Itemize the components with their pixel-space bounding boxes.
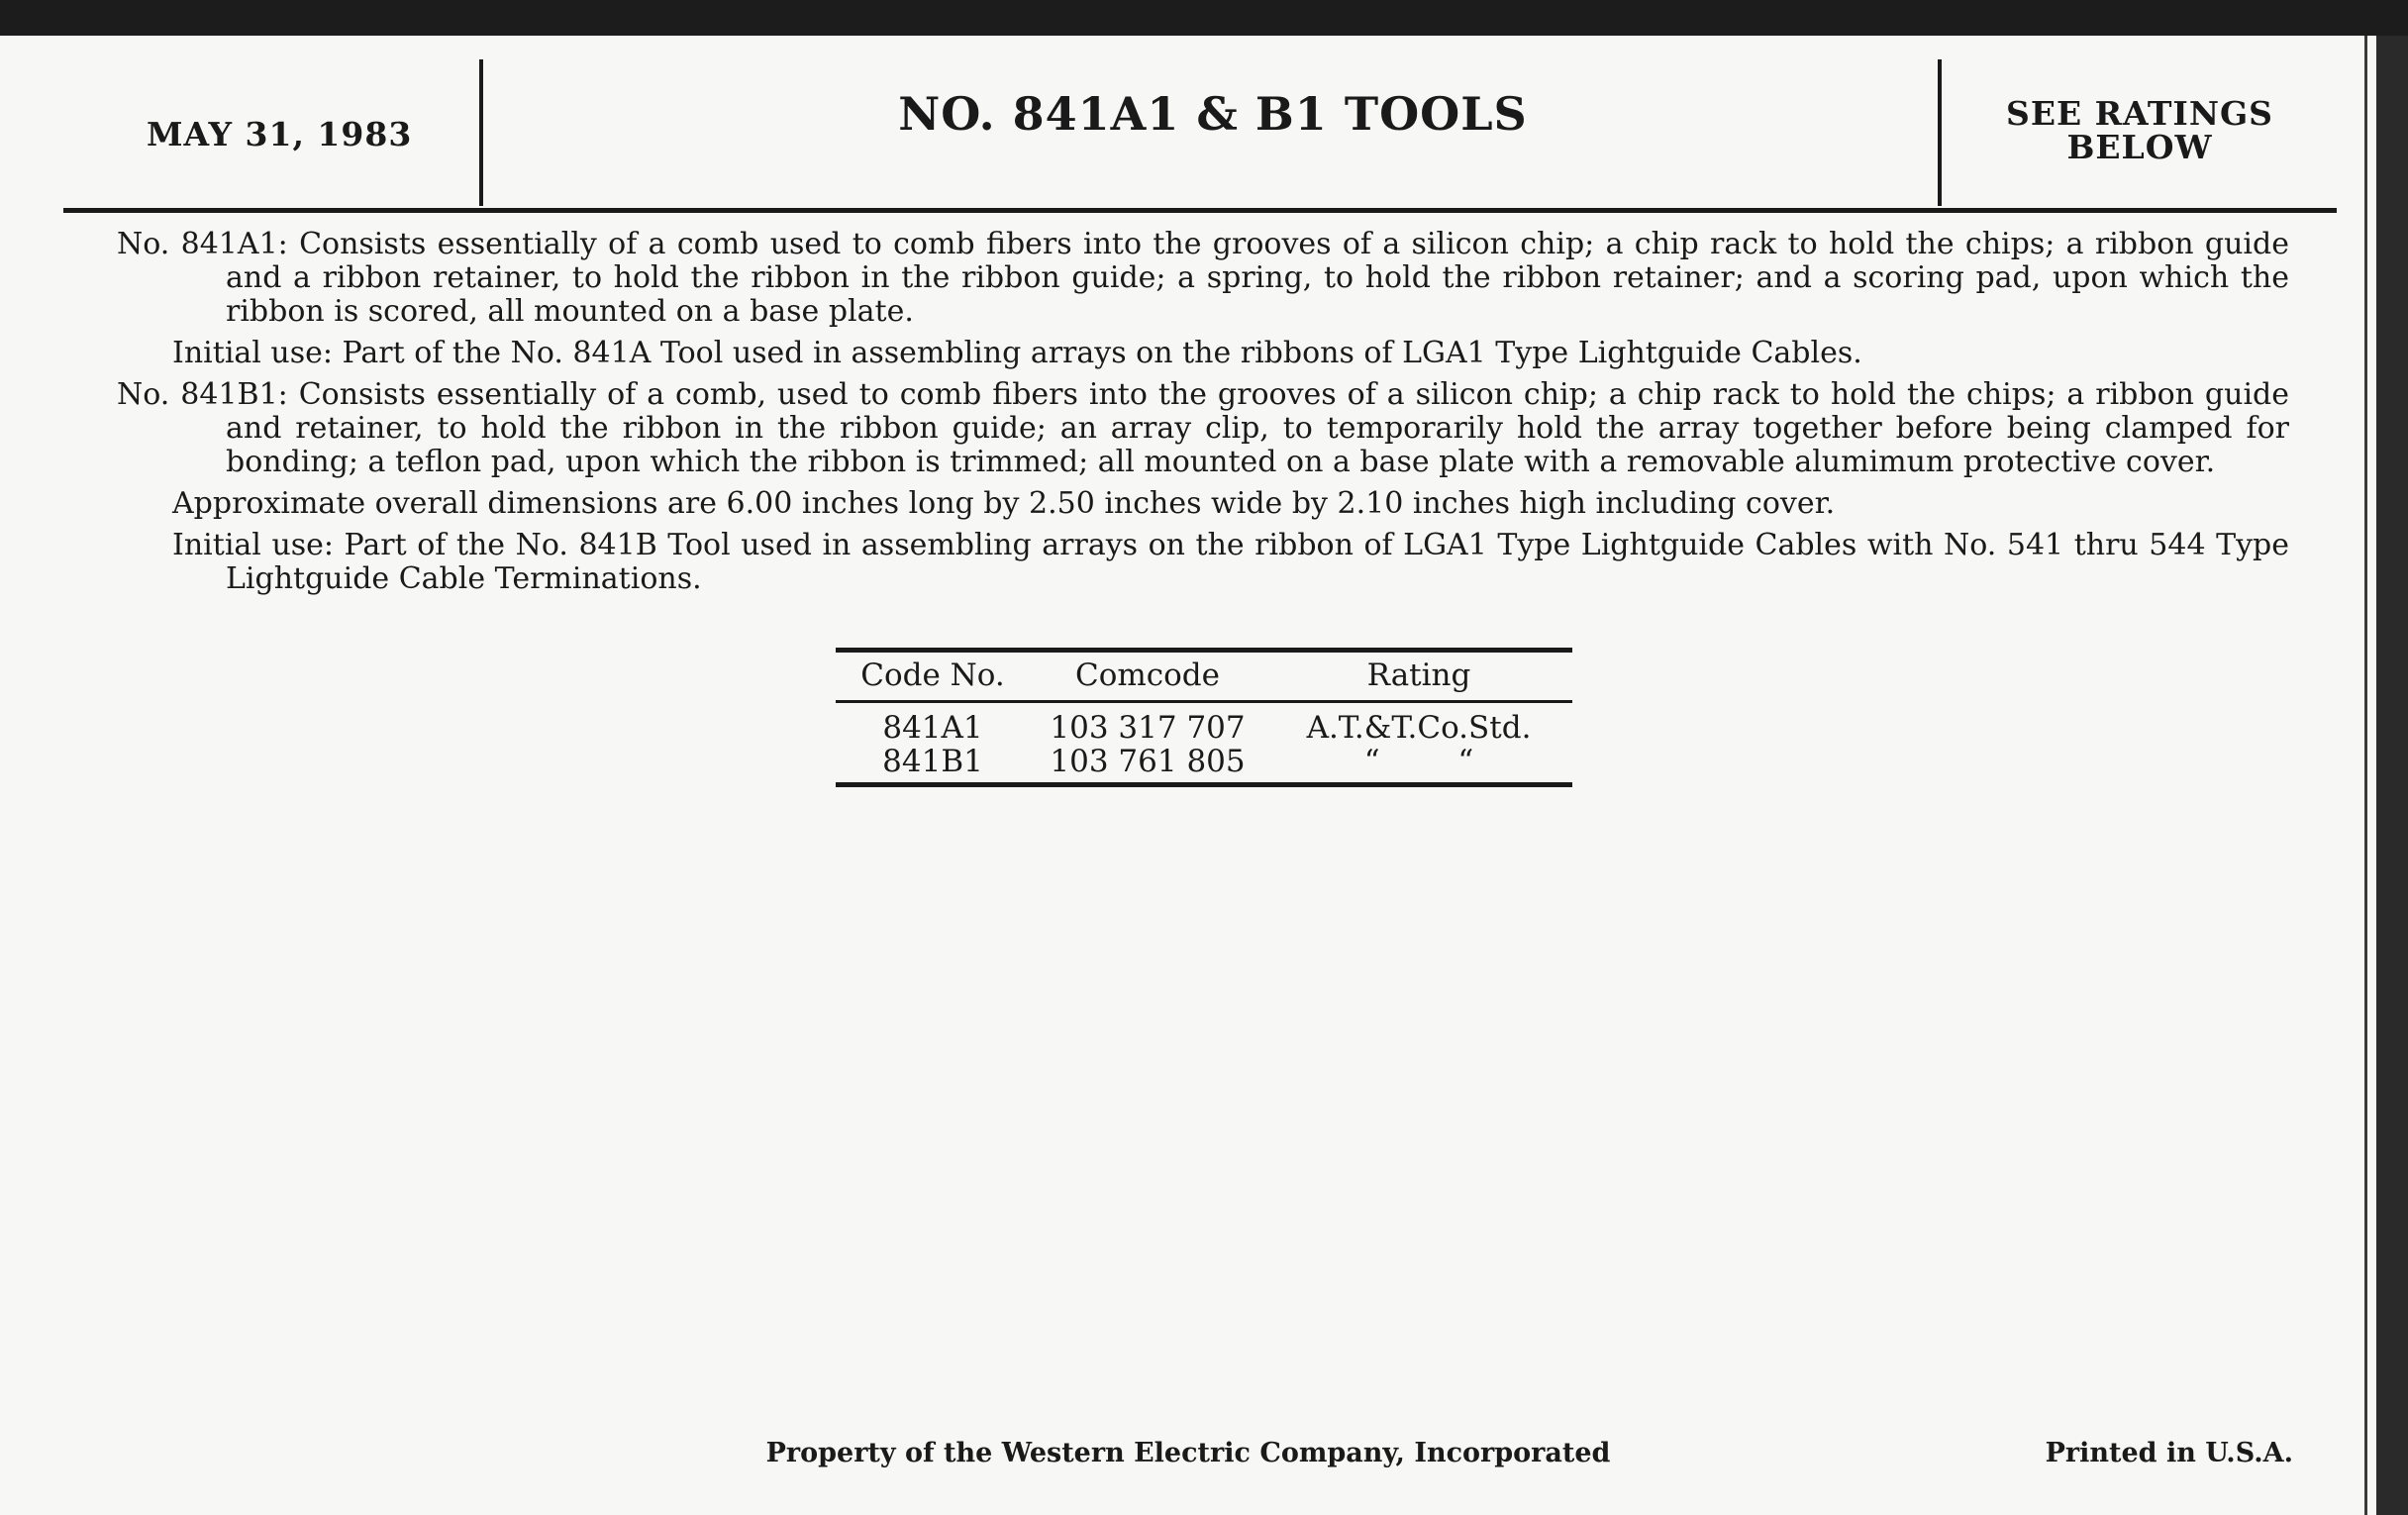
paragraph-841b1-description: No. 841B1: Consists essentially of a comb, used to comb fibers into the grooves of a silicon chip; a chip rack to hold the chips; a ribbon guide and retainer, to hold the ribbon in the ribbon guide; an array clip, to temporarily hold the array together before being clamped for bonding; a teflon pad, upon which the ribbon is trimmed; all mounted on a base plate with a removable alumimum protective cover. <box>117 377 2289 479</box>
header-rating-line-2: BELOW <box>2066 128 2213 166</box>
table-cell-comcode: 103 761 805 <box>1050 744 1246 779</box>
header-rating-note <box>1947 94 2333 166</box>
table-row <box>836 711 1572 745</box>
page-title: NO. 841A1 & B1 TOOLS <box>898 87 1528 141</box>
paragraph-841a1-description: No. 841A1: Consists essentially of a comb used to comb fibers into the grooves of a silicon chip; a chip rack to hold the chips; a ribbon guide and a ribbon retainer, to hold the ribbon in the ribbon guide; a spring, to hold the ribbon retainer; and a scoring pad, upon which the ribbon is scored, all mounted on a base plate. <box>117 227 2289 329</box>
table-rule-bottom <box>836 782 1572 787</box>
footer-printed-in: Printed in U.S.A. <box>2045 1438 2293 1468</box>
table-row <box>836 745 1572 778</box>
header-divider-right <box>1938 59 1942 206</box>
table-body <box>836 703 1572 782</box>
table-cell-comcode: 103 317 707 <box>1050 710 1246 746</box>
paragraph-841a-initial-use: Initial use: Part of the No. 841A Tool used in assembling arrays on the ribbons of LGA1 Type Lightguide Cables. <box>172 336 1862 370</box>
paragraph-dimensions: Approximate overall dimensions are 6.00 inches long by 2.50 inches wide by 2.10 inches high including cover. <box>172 486 1836 521</box>
footer-property-notice: Property of the Western Electric Company, Incorporated <box>765 1438 1611 1468</box>
document-body <box>117 228 2289 604</box>
page-edge-shadow <box>2376 36 2408 1515</box>
table-cell-code: 841B1 <box>882 744 983 779</box>
table-header-comcode: Comcode <box>1075 657 1220 693</box>
header-rule <box>63 208 2337 213</box>
table-header-row <box>836 653 1572 700</box>
table-cell-code: 841A1 <box>882 710 983 746</box>
table-cell-rating: “ “ <box>1363 744 1474 779</box>
header-divider-left <box>479 59 483 206</box>
document-page <box>0 36 2376 1515</box>
paragraph-841b-initial-use: Initial use: Part of the No. 841B Tool used in assembling arrays on the ribbon of LGA1 Type Lightguide Cables with No. 541 thru 544 Type Lightguide Cable Terminations. <box>172 528 2289 596</box>
table-header-code: Code No. <box>860 657 1005 693</box>
page-edge-line <box>2364 36 2367 1515</box>
ratings-table <box>836 648 1572 787</box>
header-date: MAY 31, 1983 <box>147 115 413 153</box>
table-cell-rating: A.T.&T.Co.Std. <box>1306 710 1532 746</box>
table-header-rating: Rating <box>1366 657 1471 693</box>
header-rating-line-1: SEE RATINGS <box>2005 94 2274 133</box>
